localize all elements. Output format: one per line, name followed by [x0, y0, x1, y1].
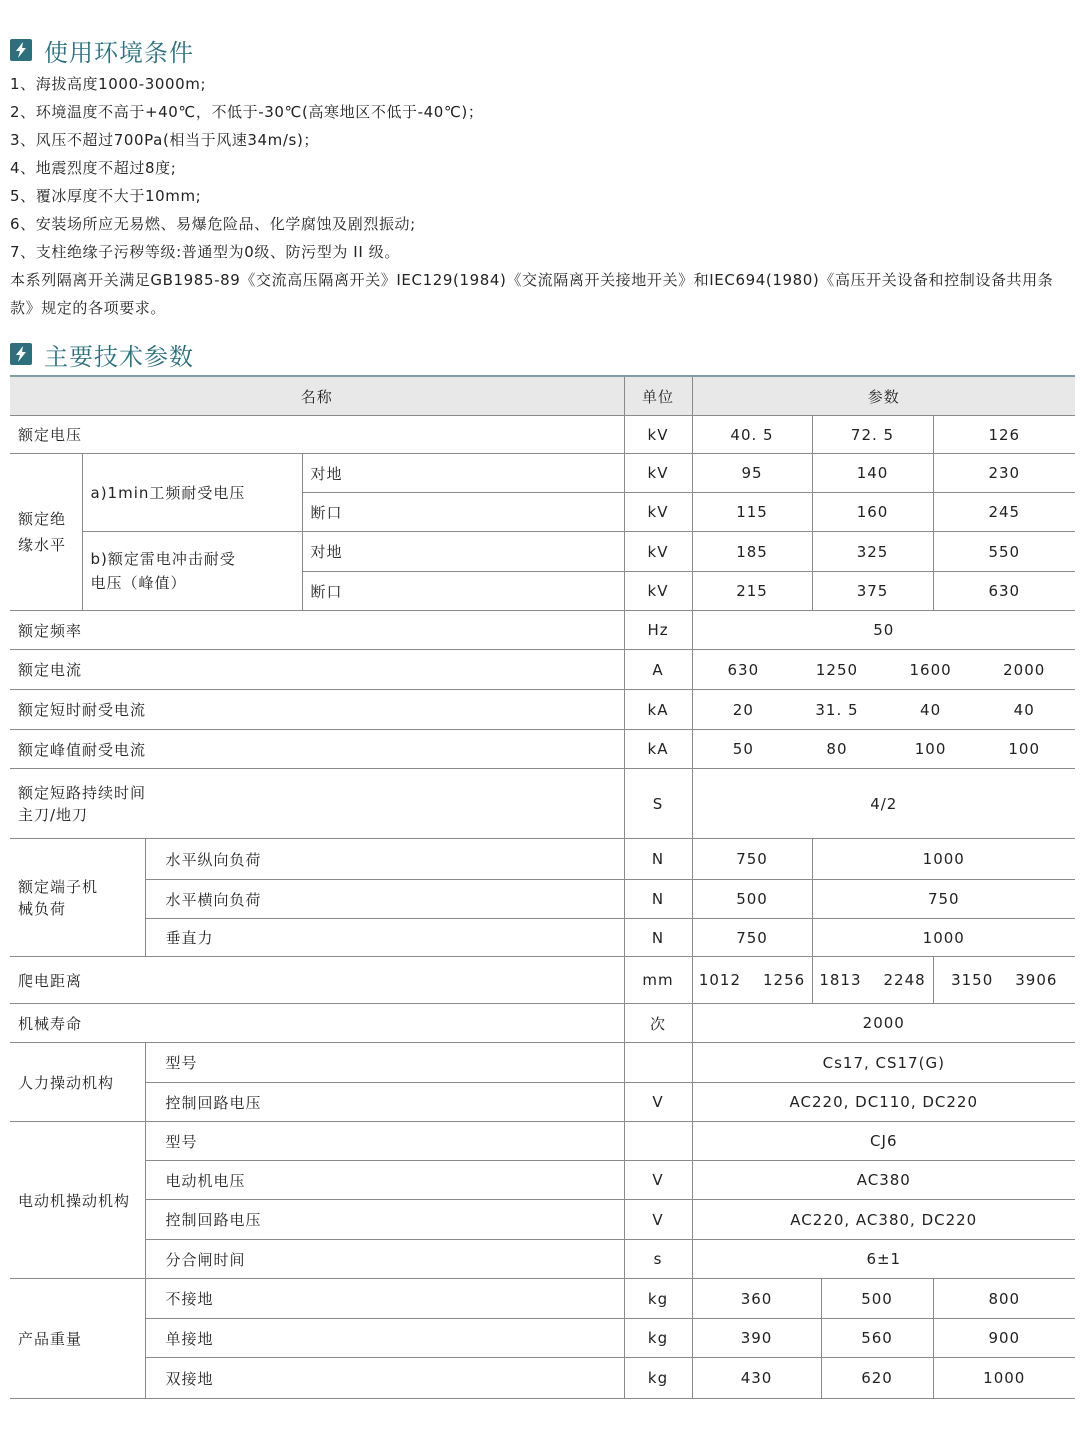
table-row: [10, 611, 1075, 650]
row-unit: kg: [624, 1279, 692, 1319]
row-unit: A: [624, 650, 692, 690]
table-row: [10, 919, 1075, 957]
row-unit: V: [624, 1083, 692, 1122]
row-label: 额定电压: [10, 416, 624, 454]
row-label: 爬电距离: [10, 957, 624, 1004]
row-unit: N: [624, 919, 692, 957]
row-label: 电动机操动机构: [10, 1122, 145, 1279]
row-unit: N: [624, 839, 692, 880]
cell-value: AC380: [692, 1161, 1075, 1200]
section-title-text: 主要技术参数: [44, 342, 194, 371]
row-unit: kV: [624, 572, 692, 611]
cell-value: 1813: [819, 971, 862, 989]
cell-value: 115: [692, 493, 812, 532]
row-unit: V: [624, 1200, 692, 1240]
row-label: [10, 839, 145, 957]
row-unit: Hz: [624, 611, 692, 650]
cell-value: 560: [821, 1319, 933, 1358]
row-unit: kV: [624, 493, 692, 532]
table-row: [10, 416, 1075, 454]
row-label: 额定频率: [10, 611, 624, 650]
cell-value: 80: [826, 740, 848, 758]
sub-label: 断口: [302, 572, 624, 611]
cell-value: 3150: [951, 971, 994, 989]
cell-value: 6±1: [692, 1240, 1075, 1279]
table-row: [10, 1043, 1075, 1083]
header-params: 参数: [692, 376, 1075, 416]
cell-value: CJ6: [692, 1122, 1075, 1161]
cell-value: 50: [692, 611, 1075, 650]
cell-value: 2000: [1003, 660, 1046, 679]
cell-value: 50: [732, 740, 754, 758]
cell-value: 126: [933, 416, 1075, 454]
values-cell: [692, 650, 1075, 690]
duration-label-line2: 主刀/地刀: [18, 805, 89, 824]
cell-value: 4/2: [692, 769, 1075, 839]
cell-value: 360: [692, 1279, 821, 1319]
cell-value: 40: [920, 700, 942, 719]
cell-value: 430: [692, 1358, 821, 1399]
cell-value: 40. 5: [692, 416, 812, 454]
table-row: [10, 1122, 1075, 1161]
values-cell: [692, 957, 812, 1004]
row-unit: [624, 1043, 692, 1083]
sub-label: 电动机电压: [145, 1161, 624, 1200]
sub-label: 水平纵向负荷: [145, 839, 624, 880]
table-row: [10, 454, 1075, 493]
values-cell: [692, 690, 1075, 730]
list-item: 6、安装场所应无易燃、易爆危险品、化学腐蚀及剧烈振动;: [10, 215, 416, 233]
sub-label: 型号: [145, 1122, 624, 1161]
cell-value: 325: [812, 532, 933, 572]
cell-value: 1600: [909, 660, 952, 679]
section-title-text: 使用环境条件: [44, 38, 194, 67]
cell-value: Cs17, CS17(G): [692, 1043, 1075, 1083]
table-row: [10, 1319, 1075, 1358]
row-label: 额定峰值耐受电流: [10, 730, 624, 769]
row-unit: kg: [624, 1358, 692, 1399]
row-unit: kV: [624, 532, 692, 572]
section-title-specs: [10, 337, 194, 371]
sub-label: 对地: [302, 454, 624, 493]
row-unit: S: [624, 769, 692, 839]
cell-value: 185: [692, 532, 812, 572]
row-unit: 次: [624, 1004, 692, 1043]
sub-label: 控制回路电压: [145, 1200, 624, 1240]
row-unit: [624, 1122, 692, 1161]
table-row: [10, 880, 1075, 919]
cell-value: AC220, AC380, DC220: [692, 1200, 1075, 1240]
list-item: 5、覆冰厚度不大于10mm;: [10, 187, 202, 205]
sub-label: 不接地: [145, 1279, 624, 1319]
table-row: [10, 1240, 1075, 1279]
cell-value: 31. 5: [815, 700, 859, 719]
cell-value: 620: [821, 1358, 933, 1399]
terminal-label: 额定端子机械负荷: [18, 877, 99, 918]
sub-label: 断口: [302, 493, 624, 532]
list-item: 2、环境温度不高于+40℃，不低于-30℃(高寒地区不低于-40℃)；: [10, 103, 484, 121]
cell-value: 230: [933, 454, 1075, 493]
list-item: 7、支柱绝缘子污秽等级:普通型为0级、防污型为 II 级。: [10, 243, 400, 261]
table-row: [10, 650, 1075, 690]
sub-label: 双接地: [145, 1358, 624, 1399]
row-label: 人力操动机构: [10, 1043, 145, 1122]
row-unit: kA: [624, 730, 692, 769]
cell-value: 1000: [812, 919, 1075, 957]
cell-value: 750: [692, 919, 812, 957]
sub-label: 对地: [302, 532, 624, 572]
header-name: 名称: [10, 376, 624, 416]
sub-label: 单接地: [145, 1319, 624, 1358]
cell-value: 20: [732, 700, 754, 719]
row-label: [10, 769, 624, 839]
sub-label: 水平横向负荷: [145, 880, 624, 919]
table-row: [10, 532, 1075, 572]
cell-value: AC220, DC110, DC220: [692, 1083, 1075, 1122]
row-unit: kV: [624, 454, 692, 493]
table-row: [10, 1161, 1075, 1200]
cell-value: 1000: [812, 839, 1075, 880]
table-row: [10, 730, 1075, 769]
cell-value: 900: [933, 1319, 1075, 1358]
cell-value: 630: [727, 660, 760, 679]
table-row: [10, 1200, 1075, 1240]
spec-table: [10, 375, 1075, 1399]
cell-value: 500: [821, 1279, 933, 1319]
sub-label: 分合闸时间: [145, 1240, 624, 1279]
table-row: [10, 1279, 1075, 1319]
cell-value: 1000: [933, 1358, 1075, 1399]
list-item: 1、海拔高度1000-3000m;: [10, 75, 207, 93]
sub-label: 控制回路电压: [145, 1083, 624, 1122]
row-label: 产品重量: [10, 1279, 145, 1399]
row-unit: mm: [624, 957, 692, 1004]
header-unit: 单位: [624, 376, 692, 416]
table-row: [10, 769, 1075, 839]
cell-value: 100: [914, 740, 947, 758]
row-label: 机械寿命: [10, 1004, 624, 1043]
cell-value: 375: [812, 572, 933, 611]
row-unit: kV: [624, 416, 692, 454]
list-item: 3、风压不超过700Pa(相当于风速34m/s)；: [10, 131, 320, 149]
sub-label: [82, 532, 302, 611]
row-unit: kA: [624, 690, 692, 730]
list-item: 4、地震烈度不超过8度;: [10, 159, 177, 177]
row-unit: V: [624, 1161, 692, 1200]
lightning-icon: [10, 39, 32, 61]
cell-value: 72. 5: [812, 416, 933, 454]
section-title-environment: [10, 33, 194, 67]
cell-value: 630: [933, 572, 1075, 611]
cell-value: 40: [1013, 700, 1035, 719]
table-row: [10, 1083, 1075, 1122]
cell-value: 160: [812, 493, 933, 532]
cell-value: 390: [692, 1319, 821, 1358]
table-row: [10, 957, 1075, 1004]
table-row: [10, 1004, 1075, 1043]
row-unit: N: [624, 880, 692, 919]
values-cell: [692, 730, 1075, 769]
sub-label: 型号: [145, 1043, 624, 1083]
cell-value: 3906: [1015, 971, 1058, 989]
row-label: 额定电流: [10, 650, 624, 690]
lightning-icon: [10, 343, 32, 365]
cell-value: 2000: [692, 1004, 1075, 1043]
table-row: [10, 690, 1075, 730]
table-row: [10, 1358, 1075, 1399]
cell-value: 1250: [815, 660, 859, 679]
cell-value: 2248: [883, 971, 926, 989]
table-row: [10, 839, 1075, 880]
cell-value: 95: [692, 454, 812, 493]
row-unit: s: [624, 1240, 692, 1279]
values-cell: [812, 957, 933, 1004]
cell-value: 750: [692, 839, 812, 880]
cell-value: 1012: [698, 971, 742, 989]
values-cell: [933, 957, 1075, 1004]
cell-value: 800: [933, 1279, 1075, 1319]
sub-label: 垂直力: [145, 919, 624, 957]
standards-statement: 本系列隔离开关满足GB1985-89《交流高压隔离开关》IEC129(1984)《交流隔离开关接地开关》和IEC694(1980)《高压开关设备和控制设备共用条款》规定的各项要求。: [10, 271, 1054, 317]
cell-value: 750: [812, 880, 1075, 919]
environment-conditions-list: [10, 70, 1076, 317]
cell-value: 500: [692, 880, 812, 919]
duration-label-line1: 额定短路持续时间: [18, 783, 147, 802]
cell-value: 245: [933, 493, 1075, 532]
row-label: [10, 454, 82, 611]
sub-label: a)1min工频耐受电压: [82, 454, 302, 532]
table-header-row: [10, 376, 1075, 416]
cell-value: 215: [692, 572, 812, 611]
cell-value: 1256: [763, 971, 806, 989]
impulse-label: b)额定雷电冲击耐受电压（峰值）: [90, 550, 236, 592]
row-label: 额定短时耐受电流: [10, 690, 624, 730]
cell-value: 550: [933, 532, 1075, 572]
cell-value: 140: [812, 454, 933, 493]
cell-value: 100: [1008, 740, 1041, 758]
insulation-label: 额定绝缘水平: [18, 510, 67, 554]
row-unit: kg: [624, 1319, 692, 1358]
